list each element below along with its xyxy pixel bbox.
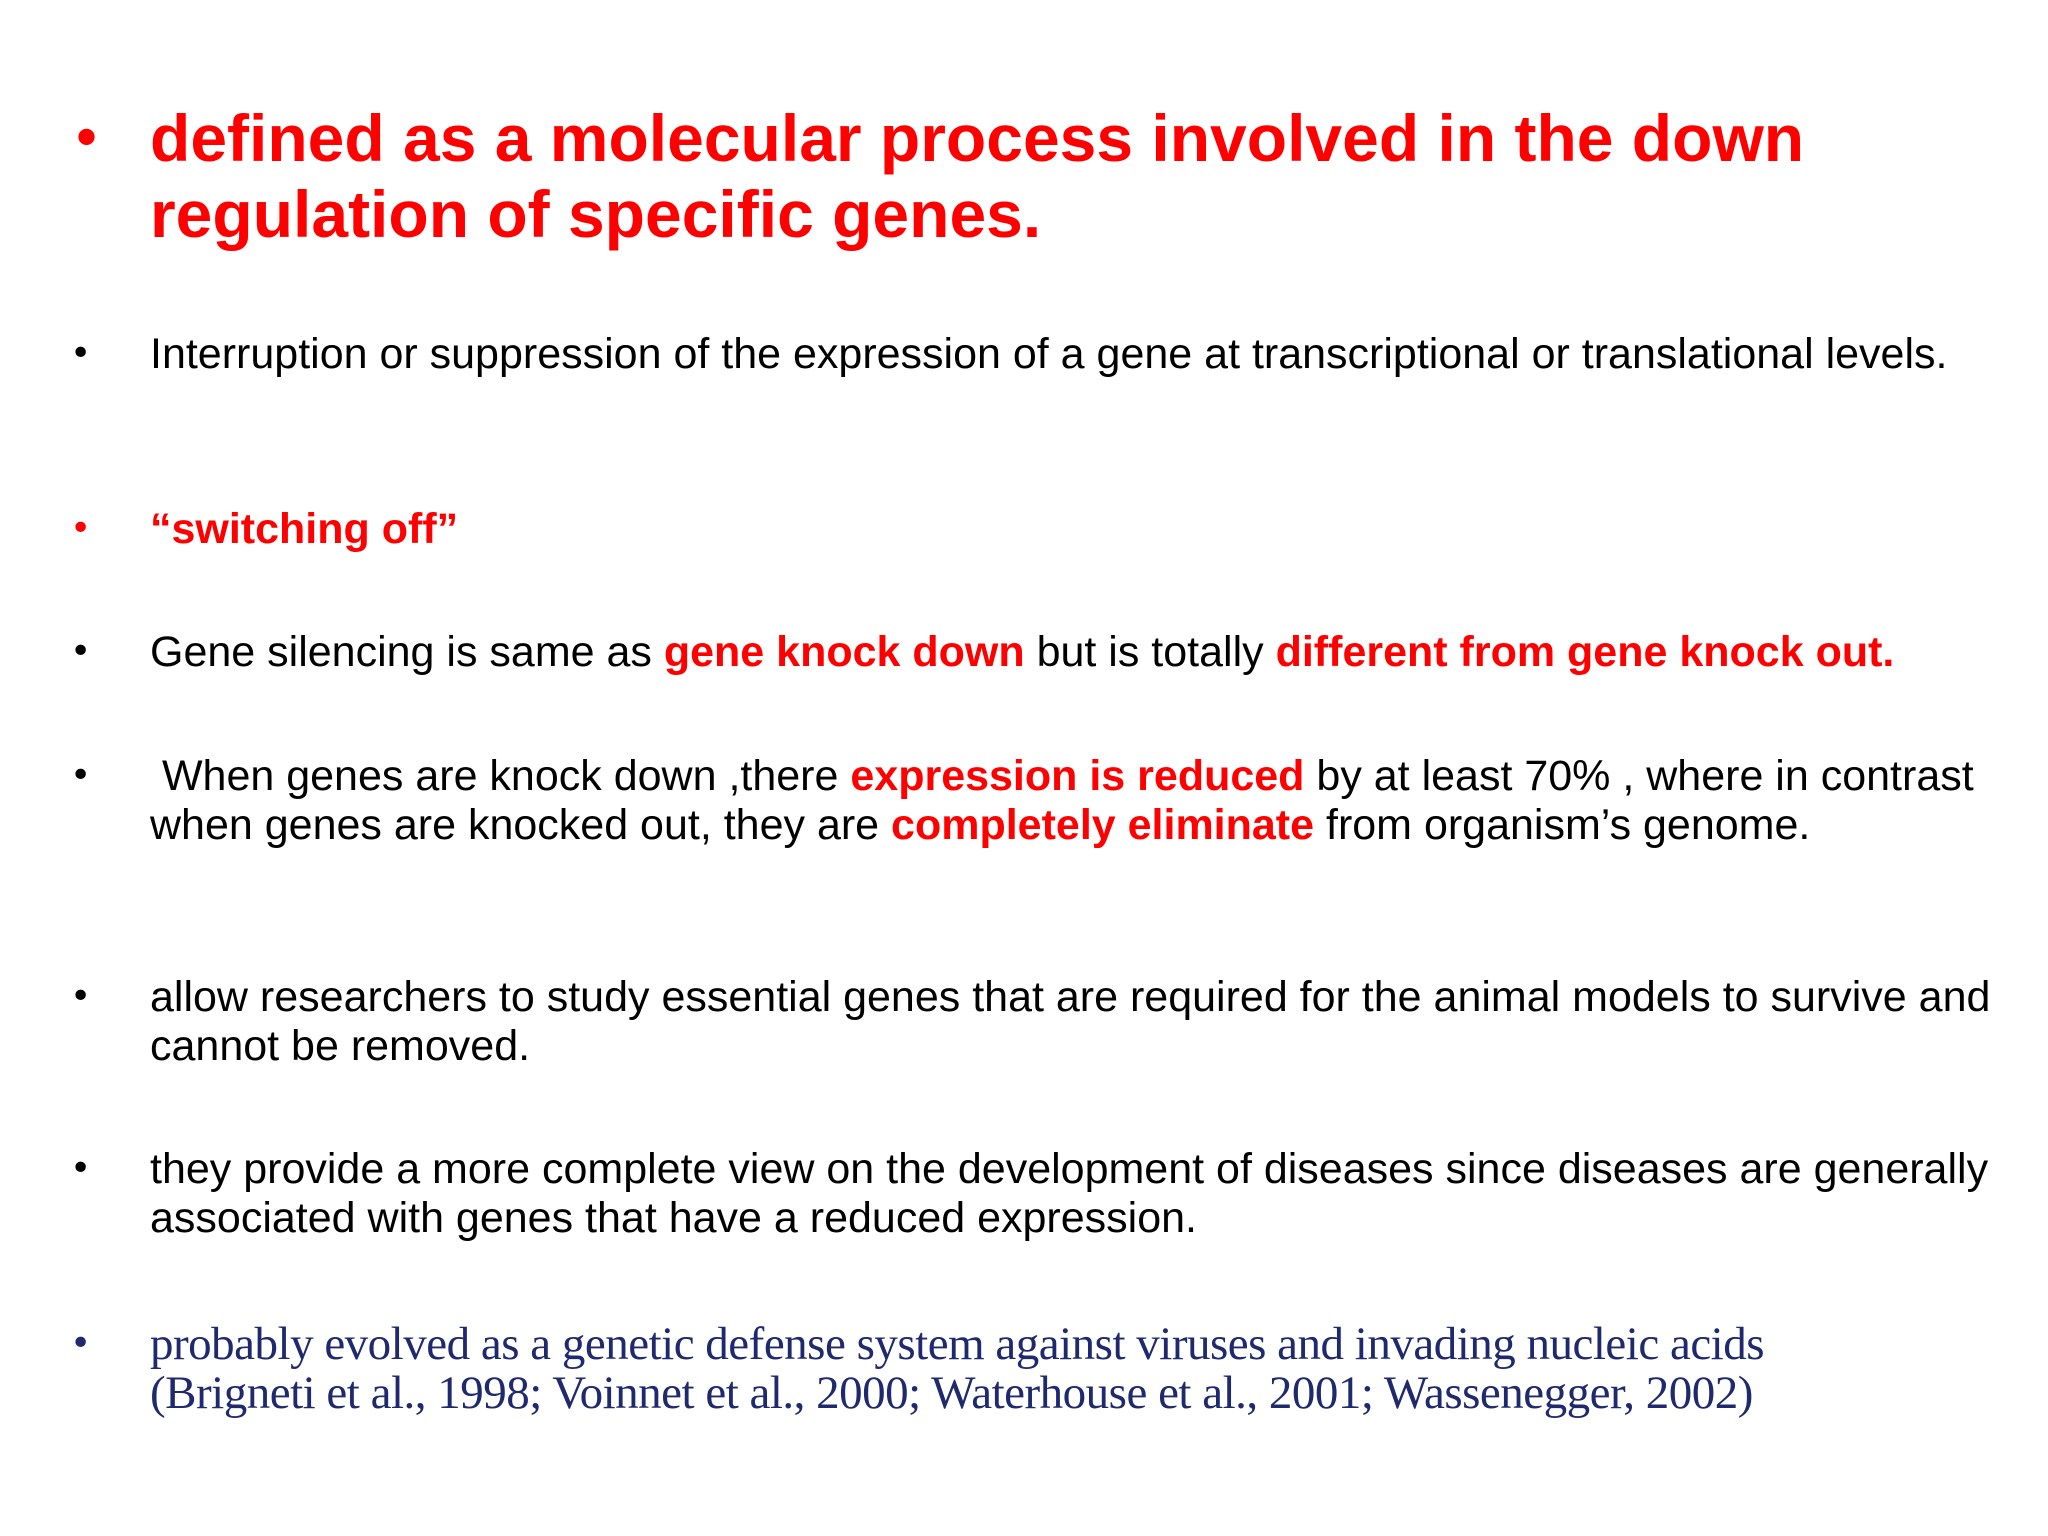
essential-genes-text: allow researchers to study essential genes that are required for the animal models to survive and cannot be removed.	[150, 973, 1991, 1070]
switching-off-text: “switching off”	[150, 505, 459, 553]
diseases-text: they provide a more complete view on the development of diseases since diseases are generally associated with genes that have a reduced expression.	[150, 1145, 1989, 1242]
definition-heading: defined as a molecular process involved in the down regulation of specific genes.	[150, 101, 1805, 251]
expression-reduced-text	[150, 752, 2002, 850]
bullet-icon: •	[70, 1148, 92, 1189]
emphasis-completely-eliminate: completely eliminate	[891, 801, 1315, 849]
interruption-text: Interruption or suppression of the expression of a gene at transcriptional or translational levels.	[150, 330, 1948, 378]
bullet-icon: •	[70, 107, 104, 172]
knockdown-vs-knockout-text	[150, 628, 2002, 677]
bullet-icon: •	[70, 508, 92, 549]
text-segment: Gene silencing is same as	[150, 628, 664, 676]
text-segment: by at least 70% , where in contrast when genes are knocked out, they are	[150, 752, 1986, 849]
text-segment: from organism’s genome.	[1314, 801, 1811, 849]
bullet-icon: •	[70, 755, 92, 796]
bullet-icon: •	[70, 631, 92, 672]
citations-line: (Brigneti et al., 1998; Voinnet et al., 2000; Waterhouse et al., 2001; Wassenegger, 2002)	[150, 1367, 1753, 1419]
evolution-line: probably evolved as a genetic defense system against viruses and invading nucleic acids	[150, 1318, 1765, 1370]
emphasis-different-from-knock-out: different from gene knock out.	[1275, 628, 1895, 676]
text-segment: When genes are knock down ,there	[150, 752, 851, 800]
evolution-text	[150, 1320, 2002, 1418]
bullet-icon: •	[70, 1323, 92, 1364]
emphasis-gene-knock-down: gene knock down	[663, 628, 1025, 676]
text-segment: but is totally	[1024, 628, 1276, 676]
bullet-icon: •	[70, 976, 92, 1017]
emphasis-expression-reduced: expression is reduced	[850, 752, 1305, 800]
bullet-icon: •	[70, 333, 92, 374]
